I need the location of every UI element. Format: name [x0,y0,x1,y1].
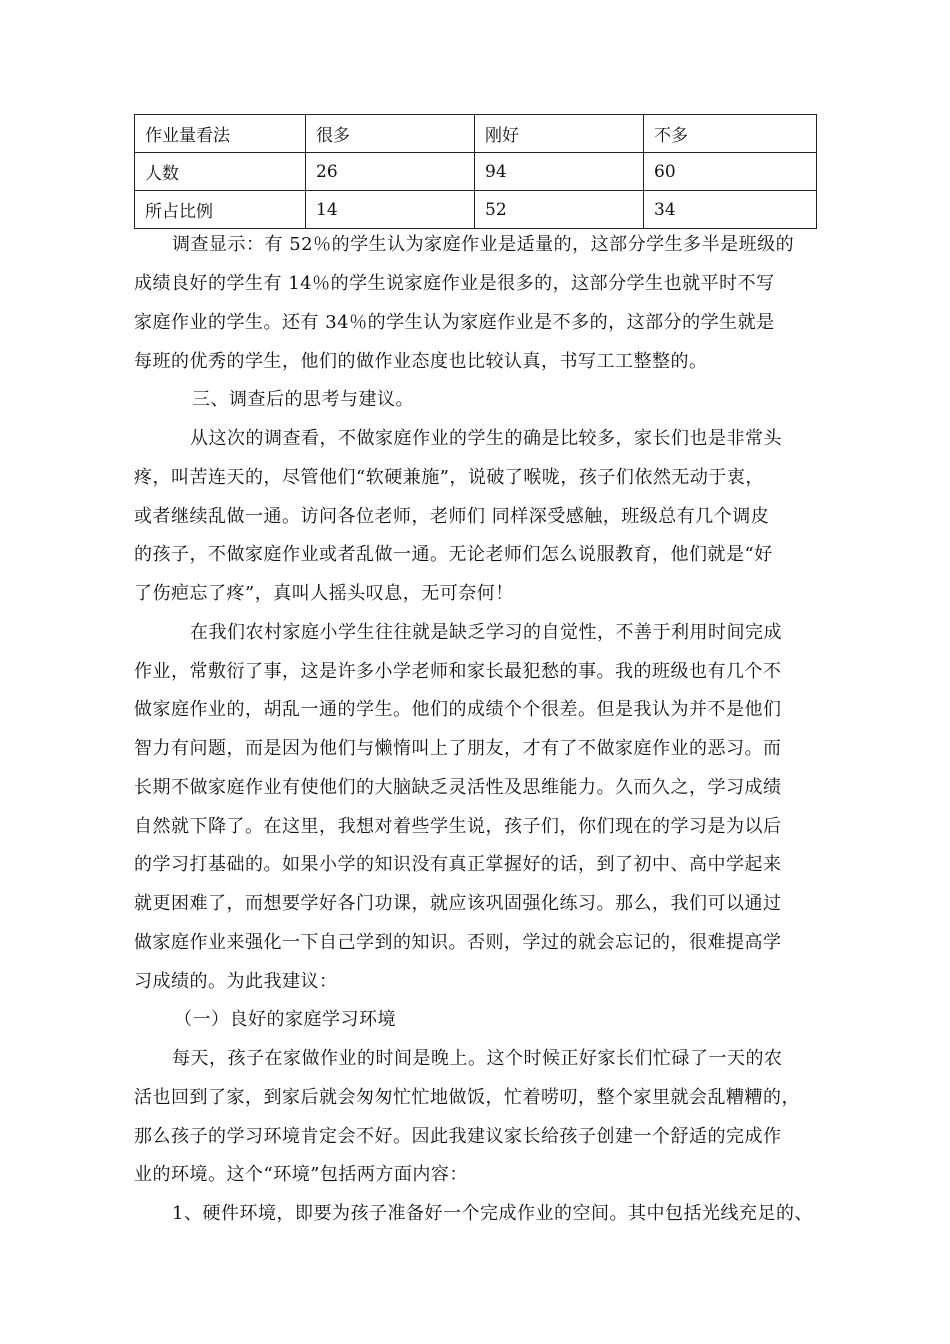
table-cell: 所占比例 [135,191,306,229]
text-line: 在我们农村家庭小学生往往就是缺乏学习的自觉性，不善于利用时间完成 [190,622,782,643]
table-cell: 14 [306,191,475,229]
text-line: 疼，叫苦连天的，尽管他们“软硬兼施”，说破了喉咙，孩子们依然无动于衷， [134,467,764,488]
table-cell: 很多 [306,115,475,153]
text-line: 习成绩的。为此我建议： [134,971,338,992]
table-cell: 不多 [644,115,817,153]
text-line: 智力有问题，而是因为他们与懒惰叫上了朋友，才有了不做家庭作业的恶习。而 [134,738,782,759]
survey-table [134,114,817,229]
text-line: 就更困难了，而想要学好各门功课，就应该巩固强化练习。那么，我们可以通过 [134,893,782,914]
text-line: 每班的优秀的学生，他们的做作业态度也比较认真，书写工工整整的。 [134,351,708,372]
text-line: 每天，孩子在家做作业的时间是晚上。这个时候正好家长们忙碌了一天的农 [172,1048,783,1069]
text-line: 长期不做家庭作业有使他们的大脑缺乏灵活性及思维能力。久而久之，学习成绩 [134,777,782,798]
subsection-heading: （一）良好的家庭学习环境 [174,1009,396,1030]
table-cell: 26 [306,153,475,191]
table-cell: 刚好 [475,115,644,153]
table-cell: 人数 [135,153,306,191]
text-line: 活也回到了家，到家后就会匆匆忙忙地做饭，忙着唠叨，整个家里就会乱糟糟的， [134,1087,800,1108]
text-line: 业的环境。这个“环境”包括两方面内容： [134,1164,468,1185]
table-cell: 作业量看法 [135,115,306,153]
text-line: 自然就下降了。在这里，我想对着些学生说，孩子们，你们现在的学习是为以后 [134,816,782,837]
table-row [135,115,817,153]
text-line: 调查显示：有 52％的学生认为家庭作业是适量的，这部分学生多半是班级的 [172,234,795,255]
text-line: 或者继续乱做一通。访问各位老师，老师们 同样深受感触，班级总有几个调皮 [134,506,770,527]
table-row [135,153,817,191]
table-cell: 52 [475,191,644,229]
table-row [135,191,817,229]
text-line: 做家庭作业来强化一下自己学到的知识。否则，学过的就会忘记的，很难提高学 [134,932,782,953]
section-heading: 三、调查后的思考与建议。 [192,389,414,410]
table-cell: 34 [644,191,817,229]
text-line: 的学习打基础的。如果小学的知识没有真正掌握好的话，到了初中、高中学起来 [134,854,782,875]
text-line: 那么孩子的学习环境肯定会不好。因此我建议家长给孩子创建一个舒适的完成作 [134,1126,782,1147]
table-cell: 94 [475,153,644,191]
text-line: 从这次的调查看，不做家庭作业的学生的确是比较多，家长们也是非常头 [190,428,782,449]
text-line: 成绩良好的学生有 14％的学生说家庭作业是很多的，这部分学生也就平时不写 [134,273,775,294]
text-line: 做家庭作业的，胡乱一通的学生。他们的成绩个个很差。但是我认为并不是他们 [134,699,782,720]
text-line: 1、硬件环境，即要为孩子准备好一个完成作业的空间。其中包括光线充足的、 [172,1203,813,1224]
text-line: 家庭作业的学生。还有 34％的学生认为家庭作业是不多的，这部分的学生就是 [134,312,775,333]
text-line: 作业，常敷衍了事，这是许多小学老师和家长最犯愁的事。我的班级也有几个不 [134,661,782,682]
text-line: 了伤疤忘了疼”，真叫人摇头叹息，无可奈何！ [134,583,514,604]
text-line: 的孩子，不做家庭作业或者乱做一通。无论老师们怎么说服教育，他们就是“好 [134,544,773,565]
table-cell: 60 [644,153,817,191]
